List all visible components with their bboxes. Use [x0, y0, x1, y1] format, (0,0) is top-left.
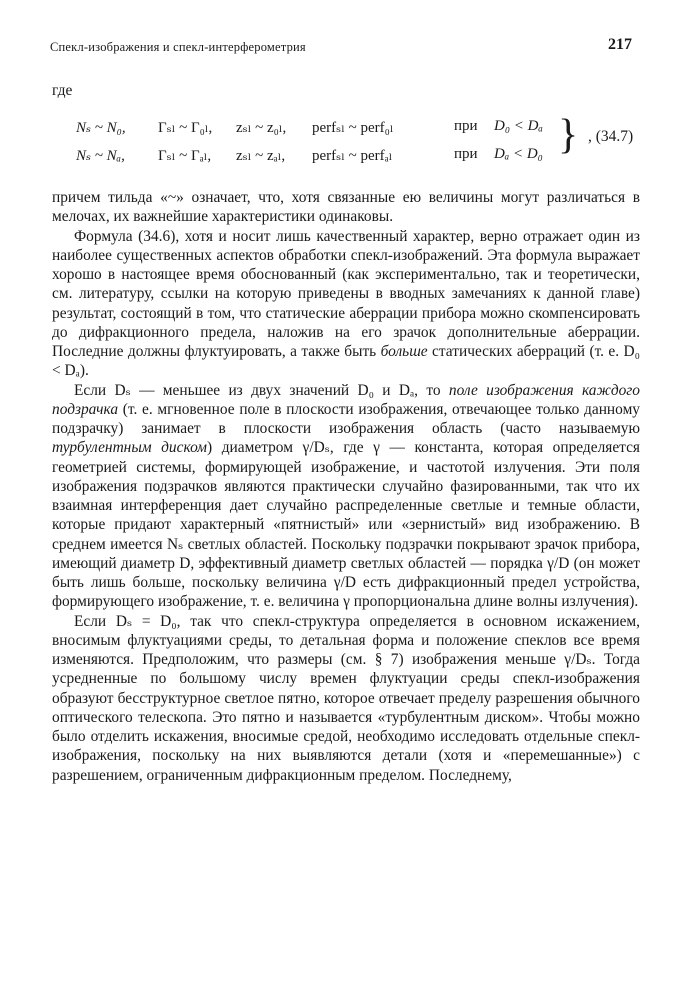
running-head: Спекл-изображения и спекл-интерферометрия: [50, 40, 306, 54]
paragraph-4: Если Dₛ = D₀, так что спекл-структура определяется в основном искажением, вносимым флуктуациями среды, то детальная форма и положение спеклов все время изменяются. Предположим, что размеры (см. § 7) изображения меньше γ/Dₛ. Тогда усредненные по большому числу времен флуктуации среды спекл-изображения образуют бесструктурное светлое пятно, которое отвечает пределу разрешения обычного оптического телескопа. Это пятно и называется «турбулентным диском». Чтобы можно было отделить искажения, вносимые средой, необходимо исследовать отдельные спекл-изображения, поскольку на них выявляются детали (хотя и «перемешанные») с разрешением, ограниченным дифракционным пределом. Последнему,: [52, 612, 640, 784]
eq1-cond: D₀ < Dₐ: [494, 118, 543, 134]
eq2-gamma: Γₛₗ ~ Γₐₗ,: [158, 148, 212, 164]
eq1-n: Nₛ ~ N₀,: [76, 120, 126, 136]
eq2-n: Nₛ ~ Nₐ,: [76, 148, 125, 164]
paragraph-2: [52, 227, 640, 381]
paragraph-3: [52, 381, 640, 612]
eq2-z: zₛₗ ~ zₐₗ,: [236, 148, 286, 164]
p2-text-a: Формула (34.6), хотя и носит лишь качественный характер, верно отражает один из наиболее существенных аспектов обработки спекл-изображений. Эта формула выражает хорошо в настоящее время обоснованный (как экспериментально, так и теоретически, см. литературу, ссылки на которую приведены в вводных замечаниях к данной главе) результат, состоящий в том, что статические аберрации прибора можно скомпенсировать до дифракционного предела, наложив на его зрачок дополнительные аберрации. Последние должны флуктуировать, а также быть: [52, 227, 640, 360]
eq2-perf: perfₛₗ ~ perfₐₗ: [312, 148, 393, 164]
p3-text-a: Если Dₛ — меньшее из двух значений D₀ и Dₐ, то: [74, 381, 449, 399]
where-word: где: [52, 82, 73, 99]
paragraph-1: причем тильда «~» означает, что, хотя связанные ею величины могут различаться в мелочах, их важнейшие характеристики одинаковы.: [52, 189, 640, 226]
p3-text-c: ) диаметром γ/Dₛ, где γ — константа, которая определяется геометрией системы, формирующей изображение, и частотой излучения. Эти поля изображения подзрачков являются практически случайно фазированными, так что их взаимная интерференция дает случайно распределенные светлые и темные области, которые придают характерный «пятнистый» или «зернистый» вид изображению. В среднем имеется Nₛ светлых областей. Поскольку подзрачки покрывают зрачок прибора, имеющий диаметр D, эффективный диаметр светлых областей — порядка γ/D (он может быть лишь больше, поскольку величина γ/D есть дифракционный предел устройства, формирующего изображение, т. е. величина γ пропорциональна длине волны излучения).: [52, 439, 641, 611]
p3-emphasis-1: поле изображения каждого подзрачка: [52, 381, 640, 418]
page-number: 217: [608, 36, 632, 53]
equation-brace: }: [558, 112, 579, 158]
p2-text-b: статических аберраций (т. е. D₀ < Dₐ).: [52, 343, 641, 380]
eq1-perf: perfₛₗ ~ perf₀ₗ: [312, 120, 394, 136]
body-text: [52, 188, 640, 785]
p2-emphasis: больше: [380, 343, 428, 360]
eq2-cond-word: при: [454, 146, 478, 162]
eq2-cond: Dₐ < D₀: [494, 146, 543, 162]
eq1-z: zₛₗ ~ z₀ₗ,: [236, 120, 287, 136]
p3-text-b: (т. е. мгновенное поле в плоскости изображения, отвечающее только данному подзрачку) занимает в плоскости изображения область (часто называемую: [52, 400, 640, 437]
eq1-gamma: Γₛₗ ~ Γ₀ₗ,: [158, 120, 213, 136]
equation-number: , (34.7): [588, 128, 634, 145]
p3-emphasis-2: турбулентным диском: [52, 439, 208, 457]
eq1-cond-word: при: [454, 118, 478, 134]
